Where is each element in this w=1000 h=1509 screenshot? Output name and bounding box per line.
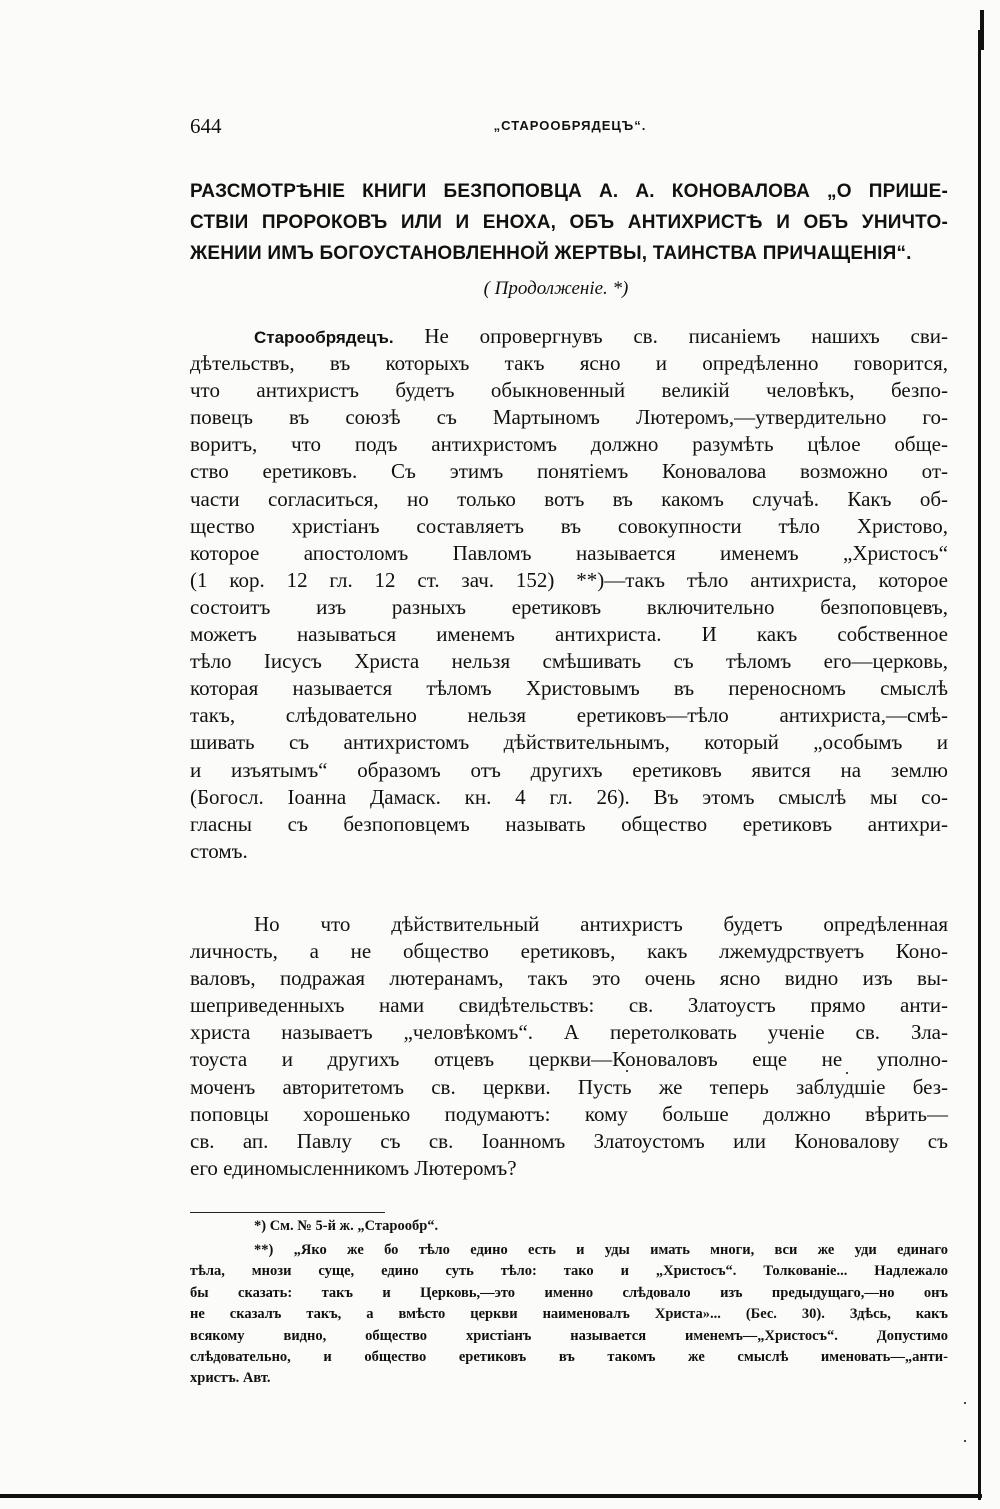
page-number: 644: [190, 114, 222, 138]
text-line: стомъ.: [190, 838, 248, 863]
text-line: шеприведенныхъ нами свидѣтельствъ: св. Златоустъ прямо анти-: [190, 993, 948, 1018]
text-line: тоуста и другихъ отцевъ церкви—Коноваловъ еще не уполно-: [190, 1047, 948, 1072]
page-bottom-edge: [0, 1494, 982, 1498]
scan-speck: [964, 1440, 966, 1442]
footnote-line: христъ. Авт.: [190, 1370, 271, 1387]
text-line: щество христіанъ составляетъ въ совокупности тѣло Христово,: [190, 513, 948, 538]
article-title: [190, 176, 948, 269]
text-line: шивать съ антихристомъ дѣйствительнымъ, который „особымъ и: [190, 730, 948, 755]
text-line: Но что дѣйствительный антихристъ будетъ опредѣленная: [254, 912, 948, 936]
text-line: что антихристъ будетъ обыкновенный великій человѣкъ, безпо-: [190, 378, 948, 403]
page-header: [190, 114, 950, 144]
text-fragment: Не опровергнувъ св. писаніемъ нашихъ сви-: [424, 324, 949, 348]
footnote-line: слѣдовательно, и общество еретиковъ въ такомъ же смыслѣ именовать—„анти-: [190, 1349, 948, 1366]
text-line: христа называетъ „человѣкомъ“. А перетолковать ученіе св. Зла-: [190, 1020, 948, 1045]
text-line: тѣло Іисусъ Христа нельзя смѣшивать съ тѣломъ его—церковь,: [190, 649, 948, 674]
footnote-1: [190, 1216, 948, 1237]
footnote-line: тѣла, мнози суще, едино суть тѣло: тако и „Христосъ“. Толкованіе... Надлежало: [190, 1263, 948, 1280]
page-right-edge-tick: [980, 10, 984, 50]
text-line: повецъ въ союзѣ съ Мартыномъ Лютеромъ,—утвердительно го-: [190, 405, 948, 430]
text-line: его единомысленникомъ Лютеромъ?: [190, 1155, 517, 1180]
continuation-note: ( Продолженіе. *): [483, 278, 629, 299]
text-line: поповцы хорошенько подумаютъ: кому больше должно вѣрить—: [190, 1101, 948, 1126]
text-line: части согласиться, но только вотъ въ какомъ случаѣ. Какъ об-: [190, 486, 948, 511]
footnote-line: бы сказать: такъ и Церковь,—это именно слѣдовало изъ предыдущаго,—но онъ: [190, 1284, 948, 1301]
scan-speck: [964, 1402, 966, 1404]
text-line: можетъ называться именемъ антихриста. И какъ собственное: [190, 622, 948, 647]
text-line: (1 кор. 12 гл. 12 ст. зач. 152) **)—такъ тѣло антихриста, которое: [190, 567, 948, 592]
title-line: СТВІИ ПРОРОКОВЪ ИЛИ И ЕНОХА, ОБЪ АНТИХРИСТѢ И ОБЪ УНИЧТО-: [190, 212, 948, 233]
speaker-label: Старообрядецъ.: [254, 328, 394, 347]
text-line: личность, а не общество еретиковъ, какъ лжемудрствуетъ Коно-: [190, 939, 948, 964]
paragraph-1: [190, 323, 948, 865]
running-title: „СТАРООБРЯДЕЦЪ“.: [493, 118, 647, 133]
page-right-edge: [978, 30, 981, 1500]
footnote-line: всякому видно, общество христіанъ называется именемъ—„Христосъ“. Допустимо: [190, 1327, 948, 1344]
text-line: и изъятымъ“ образомъ отъ другихъ еретиковъ явится на землю: [190, 757, 948, 782]
text-line: которое апостоломъ Павломъ называется именемъ „Христосъ“: [190, 540, 948, 565]
text-line: [190, 323, 948, 350]
text-line: ство еретиковъ. Съ этимъ понятіемъ Коновалова возможно от-: [190, 459, 948, 484]
text-line: такъ, слѣдовательно нельзя еретиковъ—тѣло антихриста,—смѣ-: [190, 703, 948, 728]
title-line: РАЗСМОТРѢНІЕ КНИГИ БЕЗПОПОВЦА А. А. КОНОВАЛОВА „О ПРИШЕ-: [190, 181, 948, 202]
text-line: воритъ, что подъ антихристомъ должно разумѣть цѣлое обще-: [190, 432, 948, 457]
title-line: ЖЕНИИ ИМЪ БОГОУСТАНОВЛЕННОЙ ЖЕРТВЫ, ТАИНСТВА ПРИЧАЩЕНІЯ“.: [190, 243, 912, 264]
text-line: которая называется тѣломъ Христовымъ въ переносномъ смыслѣ: [190, 676, 948, 701]
paragraph-2: [190, 911, 948, 1182]
text-line: (Богосл. Іоанна Дамаск. кн. 4 гл. 26). Въ этомъ смыслѣ мы со-: [190, 784, 948, 809]
text-line: дѣтельствъ, въ которыхъ такъ ясно и опредѣленно говорится,: [190, 351, 948, 376]
text-line: состоитъ изъ разныхъ еретиковъ включительно безпоповцевъ,: [190, 594, 948, 619]
footnote-2: [190, 1240, 948, 1390]
text-line: моченъ авторитетомъ св. церкви. Пусть же теперь заблудшіе без-: [190, 1074, 948, 1099]
text-line: гласны съ безпоповцемъ называть общество еретиковъ антихри-: [190, 811, 948, 836]
footnote-divider: [190, 1212, 385, 1213]
text-line: св. ап. Павлу съ св. Іоанномъ Златоустомъ или Коновалову съ: [190, 1128, 948, 1153]
footnote-line: не сказалъ такъ, а вмѣсто церкви наименовалъ Христа»... (Бес. 30). Здѣсь, какъ: [190, 1306, 948, 1323]
footnote-line: **) „Яко же бо тѣло едино есть и уды имать многи, вси же уди единаго: [254, 1242, 948, 1258]
footnote-line: *) См. № 5-й ж. „Старообр“.: [254, 1218, 439, 1234]
text-line: валовъ, подражая лютеранамъ, такъ это очень ясно видно изъ вы-: [190, 966, 948, 991]
